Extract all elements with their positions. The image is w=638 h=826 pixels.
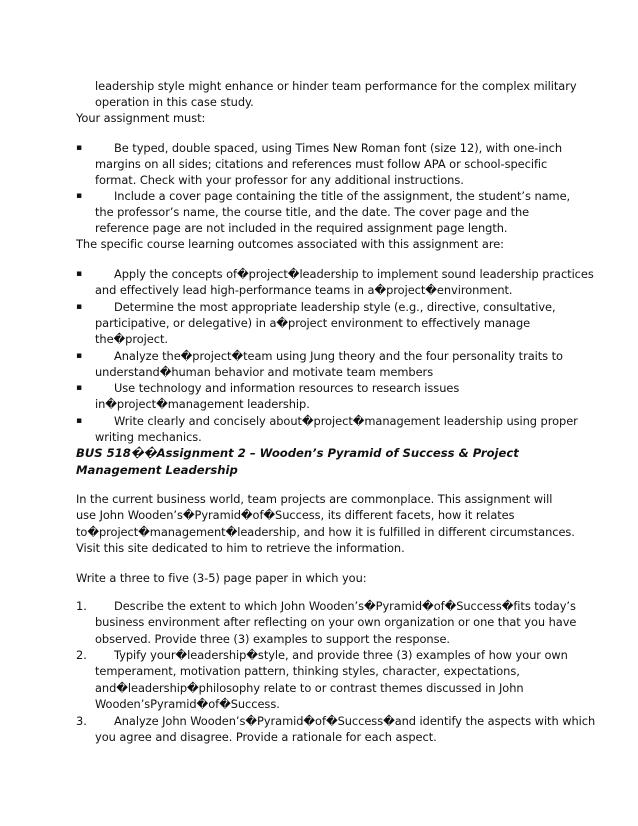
context-line: use John Wooden’s�Pyramid�of�Success, its different facets, how it relates: [76, 508, 515, 522]
task-line: temperament, motivation pattern, thinking styles, character, expectations,: [95, 664, 520, 678]
requirement-line: format. Check with your professor for any additional instructions.: [95, 173, 464, 187]
outcome-line: Determine the most appropriate leadership style (e.g., directive, consultative,: [114, 300, 556, 314]
requirement-line: margins on all sides; citations and references must follow APA or school-specific: [95, 157, 548, 171]
requirements-heading: Your assignment must:: [76, 111, 206, 125]
task-number: 1.: [76, 599, 87, 613]
task-line: you agree and disagree. Provide a rationale for each aspect.: [95, 730, 437, 744]
outcome-line: and effectively lead high-performance teams in a�project�environment.: [95, 283, 513, 297]
task-line: Describe the extent to which John Wooden’s�Pyramid�of�Success�fits today’s: [114, 599, 576, 613]
outcome-line: writing mechanics.: [95, 430, 202, 444]
task-line: and�leadership�philosophy relate to or contrast themes discussed in John: [95, 681, 524, 695]
task-line: Analyze John Wooden’s�Pyramid�of�Success�and identify the aspects with which: [114, 714, 596, 728]
bullet-icon: ▪: [76, 143, 83, 153]
context-line: Visit this site dedicated to him to retrieve the information.: [76, 541, 405, 555]
task-line: business environment after reflecting on your own organization or one that you have: [95, 615, 577, 629]
task-line: Typify your�leadership�style, and provide three (3) examples of how your own: [114, 648, 568, 662]
outcome-line: Use technology and information resources to research issues: [114, 381, 460, 395]
assignment-title: BUS 518��Assignment 2 – Wooden’s Pyramid of Success & Project: [76, 446, 519, 460]
bullet-icon: ▪: [76, 269, 83, 279]
bullet-icon: ▪: [76, 383, 83, 393]
outcome-line: Write clearly and concisely about�project�management leadership using proper: [114, 414, 578, 428]
bullet-icon: ▪: [76, 416, 83, 426]
task-number: 2.: [76, 648, 87, 662]
context-line: In the current business world, team projects are commonplace. This assignment will: [76, 492, 553, 506]
bullet-icon: ▪: [76, 191, 83, 201]
task-number: 3.: [76, 714, 87, 728]
context-line: to�project�management�leadership, and how it is fulfilled in different circumstances.: [76, 525, 575, 539]
requirement-line: reference page are not included in the required assignment page length.: [95, 221, 508, 235]
requirement-line: the professor’s name, the course title, and the date. The cover page and the: [95, 205, 530, 219]
outcome-line: the�project.: [95, 332, 168, 346]
task-line: Wooden’sPyramid�of�Success.: [95, 697, 280, 711]
outcome-line: Analyze the�project�team using Jung theory and the four personality traits to: [114, 349, 563, 363]
bullet-icon: ▪: [76, 351, 83, 361]
outcome-line: understand�human behavior and motivate team members: [95, 365, 434, 379]
outcome-line: participative, or delegative) in a�project environment to effectively manage: [95, 316, 531, 330]
requirement-line: Include a cover page containing the title of the assignment, the student’s name,: [114, 189, 571, 203]
bullet-icon: ▪: [76, 302, 83, 312]
outcomes-heading: The specific course learning outcomes associated with this assignment are:: [76, 237, 504, 251]
assignment-title: Management Leadership: [76, 463, 238, 477]
task-intro: Write a three to five (3-5) page paper in which you:: [76, 571, 367, 585]
requirement-line: Be typed, double spaced, using Times New Roman font (size 12), with one-inch: [114, 141, 563, 155]
task-line: observed. Provide three (3) examples to support the response.: [95, 632, 451, 646]
outcome-line: Apply the concepts of�project�leadership to implement sound leadership practices: [114, 267, 594, 281]
intro-line: operation in this case study.: [95, 95, 254, 109]
outcome-line: in�project�management leadership.: [95, 397, 310, 411]
intro-line: leadership style might enhance or hinder team performance for the complex military: [95, 79, 577, 93]
